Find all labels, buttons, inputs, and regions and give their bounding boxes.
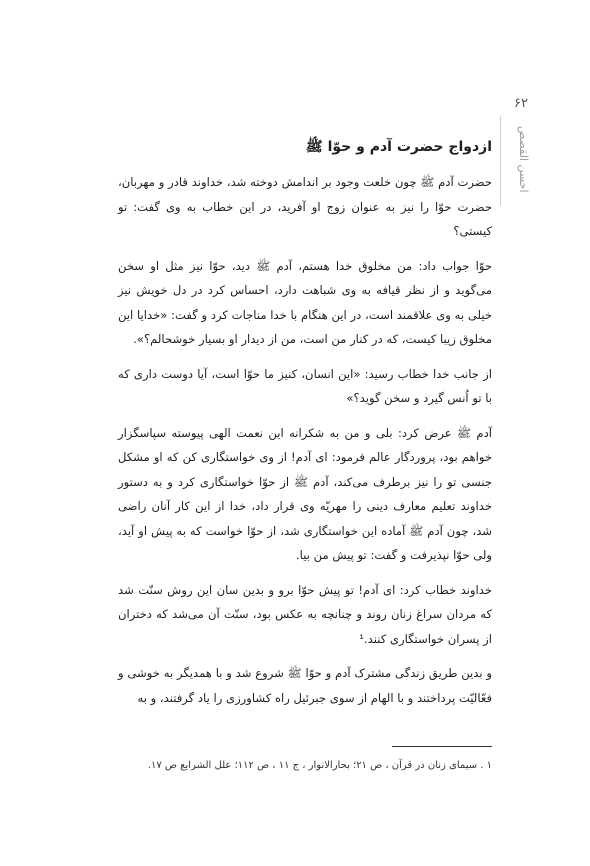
running-head: احسن القصص — [517, 126, 530, 193]
paragraph-1: حضرت آدم ﷺ چون خلعت وجود بر اندامش دوخته شد، خداوند قادر و مهربان، حضرت حوّا را نیز به عنوان زوج او آفرید، در این خطاب به وی گفت: تو کیستی؟ — [118, 175, 492, 238]
section-heading: ازدواج حضرت آدم و حوّا ﷺ — [305, 139, 492, 155]
paragraph-3: از جانب خدا خطاب رسید: «این انسان، کنیز ما حوّا است، آیا دوست داری که با تو اُنس گیرد و سخن گوید؟» — [118, 366, 492, 405]
paragraph-2: حوّا جواب داد: من مخلوق خدا هستم، آدم ﷺ دید، حوّا نیز مثل او سخن می‌گوید و از نظر قیافه به وی شباهت دارد، احساس کرد در دل خویش نیز خیلی به وی علاقمند است، در این هنگام با خدا مناجات کرد و گفت: «خدایا این مخلوق زیبا کیست، که در کنار من است، من از دیدار او بسیار خوشحالم؟». — [118, 258, 492, 346]
paragraph-4: آدم ﷺ عرض کرد: بلی و من به شکرانه این نعمت الهی پیوسته سپاسگزار خواهم بود، پروردگار عالم فرمود: ای آدم! از وی خواستگاری کن که او مشکل جنسی تو را نیز برطرف می‌کند، آدم ﷺ از حوّا خواستگاری کرد و به دستور خداوند تعلیم معارف دینی را مهریّه وی قرار داد، خدا از این کار آنان راضی شد، چون آدم ﷺ آماده این خواستگاری شد، از حوّا خواست که به پیش او آید، ولی حوّا نپذیرفت و گفت: تو پیش من بیا. — [118, 425, 492, 562]
paragraph-5: خداوند خطاب کرد: ای آدم! تو پیش حوّا برو و بدین سان این روش سنّت شد که مردان سراغ زنان روند و چنانچه به عکس بود، سنّت آن می‌شد که دختران از پسران خواستگاری کنند.¹ — [118, 582, 492, 646]
footnote: ۱ . سیمای زنان در قرآن ، ص ۲۱؛ بحارالانوار ، ج ۱۱ ، ص ۱۱۲؛ علل الشرایع ص ۱۷. — [147, 760, 492, 771]
footnote-divider — [392, 746, 492, 747]
margin-rule — [500, 116, 501, 206]
page-number: ۶۲ — [514, 96, 528, 111]
paragraph-6: و بدین طریق زندگی مشترک آدم و حوّا ﷺ شروع شد و با همدیگر به خوشی و فعّالیّت پرداختند و با الهام از سوی جبرئیل راه کشاورزی را یاد گرفتند، و به — [118, 666, 492, 705]
page-body — [118, 136, 492, 720]
